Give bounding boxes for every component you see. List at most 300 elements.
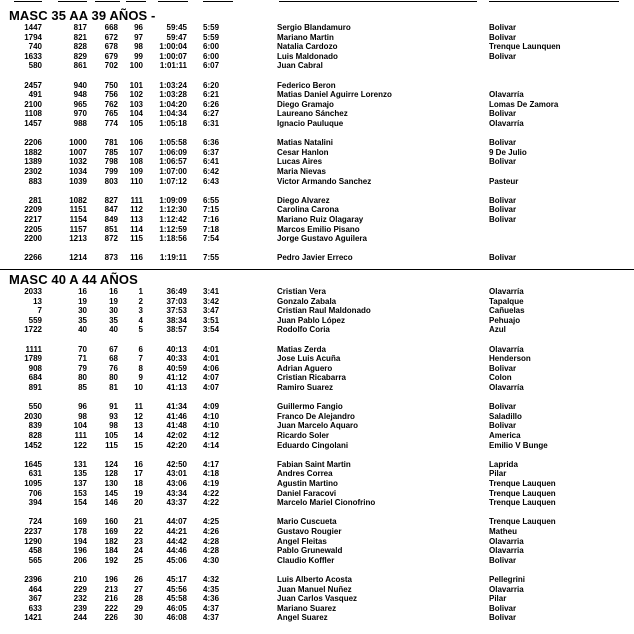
section-title: MASC 40 A 44 AÑOS [9, 272, 138, 287]
result-row [0, 527, 634, 536]
overall-position: 1154 [69, 215, 87, 224]
pace: 7:55 [203, 253, 220, 263]
bib-number: 684 [28, 373, 42, 383]
category-position: 97 [134, 32, 143, 42]
pace: 6:42 [203, 167, 220, 176]
runner-name: Guillermo Fangio [277, 402, 343, 412]
overall-position: 80 [78, 373, 87, 383]
city: Bolivar [489, 363, 517, 373]
finish-time: 1:00:07 [159, 51, 187, 61]
pace: 4:25 [203, 517, 220, 527]
city: Olavarria [489, 546, 524, 556]
header-rule [489, 1, 619, 2]
category-position: 105 [129, 119, 143, 128]
result-row [0, 613, 634, 622]
category-position: 113 [130, 215, 143, 224]
runner-name: Mariano Ruiz Olagaray [277, 215, 364, 224]
city: Bolivar [489, 603, 517, 613]
pace: 4:36 [203, 594, 220, 604]
overall-position: 1151 [69, 205, 87, 215]
finish-time: 1:04:20 [159, 99, 187, 109]
finish-time: 42:20 [166, 440, 187, 450]
city: Bolivar [489, 157, 517, 167]
category-position: 98 [134, 42, 143, 52]
finish-time: 37:53 [166, 306, 187, 316]
finish-time: 1:09:09 [159, 195, 187, 205]
bib-number: 1290 [24, 536, 42, 546]
bib-number: 565 [28, 555, 42, 565]
gender-position: 672 [104, 32, 118, 42]
result-row [0, 517, 634, 526]
bib-number: 2205 [24, 224, 42, 234]
finish-time: 45:06 [166, 555, 187, 565]
finish-time: 41:34 [166, 402, 187, 412]
gender-position: 827 [104, 195, 118, 205]
result-row [0, 325, 634, 334]
result-row [0, 556, 634, 565]
pace: 3:54 [203, 325, 220, 335]
gender-position: 145 [104, 488, 118, 498]
finish-time: 43:06 [166, 479, 187, 488]
pace: 6:43 [203, 176, 220, 186]
bib-number: 828 [28, 431, 42, 440]
finish-time: 41:48 [166, 421, 187, 431]
result-row [0, 297, 634, 306]
pace: 6:00 [203, 51, 220, 61]
category-position: 4 [138, 315, 143, 325]
runner-name: Pedro Javier Erreco [277, 253, 353, 263]
bib-number: 631 [28, 469, 42, 479]
bib-number: 1095 [24, 479, 42, 488]
bib-number: 839 [28, 421, 42, 431]
bib-number: 1457 [24, 119, 42, 128]
runner-name: Franco De Alejandro [277, 411, 355, 421]
category-position: 112 [130, 205, 143, 215]
runner-name: Juan Carlos Vasquez [277, 594, 358, 604]
pace: 6:36 [203, 138, 220, 148]
bib-number: 1794 [24, 32, 42, 42]
runner-name: Ricardo Soler [277, 431, 330, 440]
city: Pehuajo [489, 315, 521, 325]
pace: 7:16 [203, 215, 220, 224]
bib-number: 367 [28, 594, 42, 604]
city: Olavarría [489, 383, 524, 392]
runner-name: Ignacio Pauluque [277, 119, 344, 128]
category-position: 11 [134, 402, 143, 412]
overall-position: 30 [78, 306, 87, 316]
pace: 4:17 [203, 459, 220, 469]
bib-number: 2237 [24, 527, 42, 536]
category-position: 14 [134, 431, 143, 440]
gender-position: 81 [109, 383, 118, 392]
city: Saladillo [489, 411, 522, 421]
overall-position: 40 [78, 325, 87, 335]
pace: 4:01 [203, 354, 220, 364]
result-row [0, 119, 634, 128]
result-row [0, 52, 634, 61]
bib-number: 1421 [24, 613, 42, 623]
finish-time: 45:58 [166, 594, 187, 604]
pace: 4:26 [203, 527, 220, 536]
gender-position: 80 [109, 373, 118, 383]
overall-position: 1213 [69, 234, 87, 244]
overall-position: 1082 [69, 195, 87, 205]
gender-position: 16 [109, 287, 118, 296]
runner-name: Laureano Sánchez [277, 109, 348, 119]
city: Bolivar [489, 253, 517, 263]
bib-number: 13 [33, 296, 42, 306]
gender-position: 169 [104, 527, 118, 536]
overall-position: 210 [73, 575, 87, 584]
overall-position: 239 [73, 603, 87, 613]
finish-time: 1:04:34 [159, 109, 187, 119]
gender-position: 67 [109, 344, 118, 354]
gender-position: 765 [104, 109, 118, 119]
category-position: 114 [130, 224, 143, 234]
category-position: 13 [134, 421, 143, 431]
overall-position: 861 [73, 61, 87, 71]
runner-name: Matias Zerda [277, 344, 326, 354]
city: Tapalque [489, 296, 524, 306]
header-rule [14, 1, 42, 2]
category-position: 27 [134, 584, 143, 594]
overall-position: 96 [78, 402, 87, 412]
pace: 6:41 [203, 157, 220, 167]
gender-position: 130 [104, 479, 118, 488]
header-rule [158, 1, 188, 2]
runner-name: Diego Gramajo [277, 99, 334, 109]
bib-number: 1108 [24, 109, 42, 119]
category-position: 115 [130, 234, 143, 244]
pace: 4:12 [203, 431, 220, 440]
gender-position: 873 [104, 253, 118, 263]
result-row [0, 215, 634, 224]
category-position: 9 [138, 373, 143, 383]
runner-name: Maria Nievas [277, 167, 326, 176]
bib-number: 1389 [24, 157, 42, 167]
finish-time: 1:03:28 [159, 90, 187, 100]
category-position: 23 [134, 536, 143, 546]
finish-time: 38:34 [166, 315, 187, 325]
gender-position: 160 [104, 517, 118, 527]
result-row [0, 306, 634, 315]
gender-position: 226 [104, 613, 118, 623]
city: Bolivar [489, 32, 517, 42]
city: Olavarría [489, 119, 524, 128]
category-position: 1 [138, 287, 143, 296]
city: Bolivar [489, 205, 517, 215]
city: Bolivar [489, 402, 517, 412]
result-row [0, 585, 634, 594]
category-position: 20 [134, 498, 143, 508]
gender-position: 76 [109, 363, 118, 373]
category-position: 10 [134, 383, 143, 392]
city: Emilio V Bunge [489, 440, 548, 450]
overall-position: 1157 [69, 224, 87, 234]
city: Bolivar [489, 138, 517, 148]
overall-position: 19 [78, 296, 87, 306]
overall-position: 153 [73, 488, 87, 498]
category-position: 100 [129, 61, 143, 71]
pace: 4:10 [203, 411, 220, 421]
runner-name: Cristian Vera [277, 287, 326, 296]
city: Bolivar [489, 51, 517, 61]
category-position: 104 [129, 109, 143, 119]
category-position: 17 [134, 469, 143, 479]
overall-position: 16 [78, 287, 87, 296]
city: Bolivar [489, 23, 517, 32]
result-row [0, 100, 634, 109]
bib-number: 2033 [24, 287, 42, 296]
bib-number: 1447 [24, 23, 42, 32]
finish-time: 59:47 [166, 32, 187, 42]
result-row [0, 61, 634, 70]
pace: 6:00 [203, 42, 220, 52]
bib-number: 550 [28, 402, 42, 412]
result-row [0, 383, 634, 392]
bib-number: 1882 [24, 147, 42, 157]
pace: 3:51 [203, 315, 220, 325]
header-rule [279, 1, 477, 2]
result-row [0, 205, 634, 214]
result-row [0, 157, 634, 166]
runner-name: Daniel Faracovi [277, 488, 337, 498]
bib-number: 2100 [24, 99, 42, 109]
category-position: 26 [134, 575, 143, 584]
city: Bolivar [489, 613, 517, 623]
result-row [0, 594, 634, 603]
finish-time: 44:46 [166, 546, 187, 556]
bib-number: 633 [28, 603, 42, 613]
runner-name: Juan Marcelo Aquaro [277, 421, 359, 431]
finish-time: 40:33 [166, 354, 187, 364]
runner-name: Pablo Grunewald [277, 546, 343, 556]
pace: 4:07 [203, 383, 220, 392]
overall-position: 111 [74, 431, 87, 440]
city: Bolivar [489, 421, 517, 431]
overall-position: 828 [73, 42, 87, 52]
category-position: 3 [138, 306, 143, 316]
finish-time: 41:13 [166, 383, 187, 392]
pace: 5:59 [203, 32, 220, 42]
gender-position: 98 [109, 421, 118, 431]
finish-time: 45:17 [166, 575, 187, 584]
gender-position: 68 [109, 354, 118, 364]
city: 9 De Julio [489, 147, 527, 157]
finish-time: 1:07:00 [159, 167, 187, 176]
overall-position: 1007 [69, 147, 87, 157]
runner-name: Marcos Emilio Pisano [277, 224, 360, 234]
result-row [0, 148, 634, 157]
gender-position: 803 [104, 176, 118, 186]
result-row [0, 498, 634, 507]
overall-position: 206 [73, 555, 87, 565]
city: Pasteur [489, 176, 519, 186]
city: Pilar [489, 469, 507, 479]
category-position: 28 [134, 594, 143, 604]
gender-position: 781 [104, 138, 118, 148]
runner-name: Angel Fleitas [277, 536, 327, 546]
finish-time: 1:01:11 [159, 61, 187, 71]
bib-number: 1633 [24, 51, 42, 61]
result-row [0, 109, 634, 118]
overall-position: 154 [73, 498, 87, 508]
result-row [0, 253, 634, 262]
runner-name: Federico Beron [277, 80, 336, 90]
gender-position: 872 [104, 234, 118, 244]
pace: 4:28 [203, 536, 220, 546]
bib-number: 281 [28, 195, 42, 205]
gender-position: 19 [109, 296, 118, 306]
result-row [0, 364, 634, 373]
bib-number: 2266 [24, 253, 42, 263]
finish-time: 40:59 [166, 363, 187, 373]
gender-position: 678 [104, 42, 118, 52]
gender-position: 30 [109, 306, 118, 316]
gender-position: 847 [104, 205, 118, 215]
overall-position: 35 [78, 315, 87, 325]
category-position: 106 [129, 138, 143, 148]
category-position: 24 [134, 546, 143, 556]
result-row [0, 479, 634, 488]
category-position: 107 [129, 147, 143, 157]
city: Olavarria [489, 584, 524, 594]
bib-number: 2030 [24, 411, 42, 421]
pace: 7:15 [203, 205, 220, 215]
overall-position: 79 [78, 363, 87, 373]
header-rule [203, 1, 233, 2]
runner-name: Juan Pablo López [277, 315, 346, 325]
result-row [0, 441, 634, 450]
runner-name: Cesar Hanlon [277, 147, 329, 157]
finish-time: 1:12:30 [159, 205, 187, 215]
category-position: 18 [134, 479, 143, 488]
finish-time: 43:34 [166, 488, 187, 498]
overall-position: 71 [78, 354, 87, 364]
runner-name: Cristian Ricabarra [277, 373, 346, 383]
category-position: 15 [134, 440, 143, 450]
gender-position: 774 [104, 119, 118, 128]
city: Laprida [489, 459, 518, 469]
bib-number: 740 [28, 42, 42, 52]
finish-time: 42:50 [166, 459, 187, 469]
runner-name: Mario Cuscueta [277, 517, 337, 527]
result-row [0, 421, 634, 430]
finish-time: 1:12:42 [159, 215, 187, 224]
runner-name: Rodolfo Coria [277, 325, 330, 335]
result-row [0, 575, 634, 584]
gender-position: 799 [104, 167, 118, 176]
runner-name: Angel Suarez [277, 613, 328, 623]
bib-number: 724 [28, 517, 42, 527]
finish-time: 1:12:59 [159, 224, 187, 234]
pace: 4:10 [203, 421, 220, 431]
pace: 6:26 [203, 99, 220, 109]
overall-position: 817 [73, 23, 87, 32]
gender-position: 216 [104, 594, 118, 604]
category-position: 19 [134, 488, 143, 498]
category-position: 101 [129, 80, 143, 90]
gender-position: 40 [109, 325, 118, 335]
gender-position: 35 [109, 315, 118, 325]
header-rule [95, 1, 120, 2]
pace: 4:37 [203, 613, 220, 623]
pace: 3:42 [203, 296, 220, 306]
overall-position: 1214 [69, 253, 87, 263]
runner-name: Eduardo Cingolani [277, 440, 349, 450]
pace: 6:37 [203, 147, 220, 157]
pace: 4:22 [203, 488, 220, 498]
runner-name: Jorge Gustavo Aguilera [277, 234, 367, 244]
pace: 3:41 [203, 287, 220, 296]
bib-number: 2206 [24, 138, 42, 148]
finish-time: 1:06:09 [159, 147, 187, 157]
pace: 4:30 [203, 555, 220, 565]
runner-name: Jose Luis Acuña [277, 354, 341, 364]
runner-name: Juan Cabral [277, 61, 323, 71]
bib-number: 580 [28, 61, 42, 71]
overall-position: 178 [73, 527, 87, 536]
finish-time: 1:06:57 [159, 157, 187, 167]
result-row [0, 431, 634, 440]
gender-position: 785 [104, 147, 118, 157]
bib-number: 1645 [24, 459, 42, 469]
overall-position: 1034 [69, 167, 87, 176]
overall-position: 194 [73, 536, 87, 546]
pace: 4:09 [203, 402, 220, 412]
category-position: 25 [134, 555, 143, 565]
result-row [0, 81, 634, 90]
bib-number: 394 [28, 498, 42, 508]
overall-position: 232 [73, 594, 87, 604]
runner-name: Andres Correa [277, 469, 333, 479]
gender-position: 182 [104, 536, 118, 546]
city: Lomas De Zamora [489, 99, 559, 109]
runner-name: Mariano Martin [277, 32, 334, 42]
result-row [0, 402, 634, 411]
pace: 4:37 [203, 603, 220, 613]
bib-number: 2302 [24, 167, 42, 176]
category-position: 99 [134, 51, 143, 61]
bib-number: 7 [37, 306, 42, 316]
city: Bolivar [489, 215, 517, 224]
bib-number: 2396 [24, 575, 42, 584]
bib-number: 1789 [24, 354, 42, 364]
category-position: 30 [134, 613, 143, 623]
gender-position: 93 [109, 411, 118, 421]
gender-position: 91 [109, 402, 118, 412]
finish-time: 38:57 [166, 325, 187, 335]
overall-position: 85 [78, 383, 87, 392]
bib-number: 491 [28, 90, 42, 100]
overall-position: 137 [73, 479, 87, 488]
pace: 6:31 [203, 119, 220, 128]
pace: 7:54 [203, 234, 220, 244]
overall-position: 988 [73, 119, 87, 128]
pace: 4:07 [203, 373, 220, 383]
overall-position: 131 [73, 459, 87, 469]
category-position: 96 [134, 23, 143, 32]
gender-position: 798 [104, 157, 118, 167]
overall-position: 70 [78, 344, 87, 354]
bib-number: 458 [28, 546, 42, 556]
city: Trenque Lauquen [489, 479, 556, 488]
runner-name: Luis Alberto Acosta [277, 575, 352, 584]
category-position: 22 [134, 527, 143, 536]
city: America [489, 431, 521, 440]
overall-position: 229 [73, 584, 87, 594]
category-position: 116 [130, 253, 143, 263]
